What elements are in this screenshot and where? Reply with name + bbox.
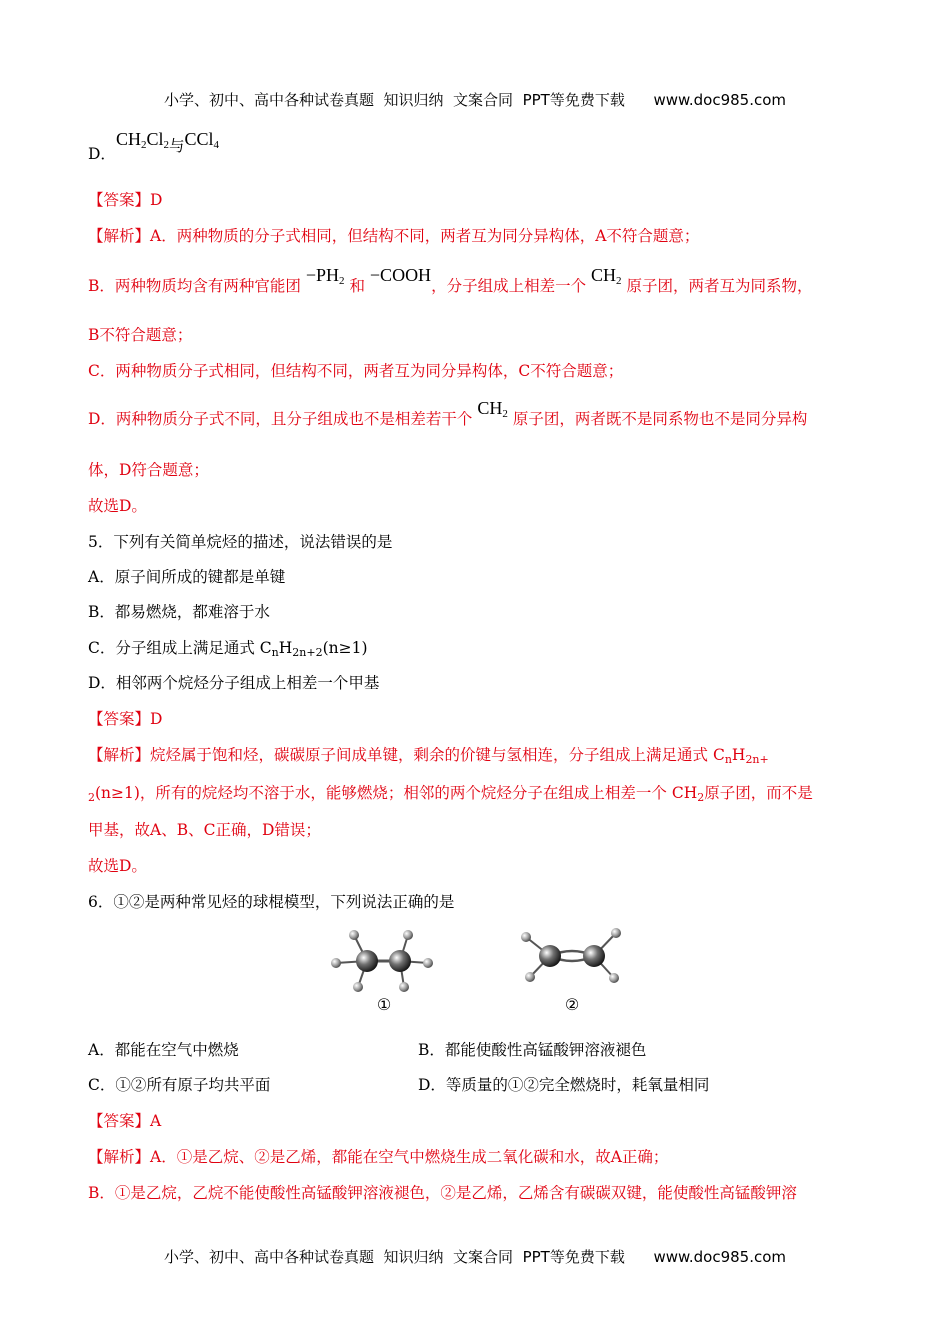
ethane-model (331, 930, 433, 992)
formula-ccl4: CCl$_4$ (184, 129, 219, 151)
connector-text: 与 (168, 137, 185, 155)
model-label-1: ① (376, 995, 392, 1014)
q5-option-b: B．都易燃烧，都难溶于水 (88, 603, 270, 621)
formula-ch2: $CH_2$ (591, 265, 622, 287)
q4-answer: 【答案】D (88, 191, 163, 209)
q6-answer: 【答案】A (88, 1112, 162, 1130)
model-label-2: ② (564, 995, 580, 1014)
formula-ch2: $CH_2$ (477, 398, 508, 420)
formula-ch2cl2: $CH_2Cl_2$ (115, 129, 169, 151)
page-header: 小学、初中、高中各种试卷真题 知识归纳 文案合同 PPT等免费下载 www.doc985.com (163, 91, 787, 109)
ethylene-model (521, 928, 621, 983)
q6-explanation-b: B．①是乙烷，乙烷不能使酸性高锰酸钾溶液褪色，②是乙烯，乙烯含有碳碳双键，能使酸性高锰酸钾溶 (88, 1184, 797, 1202)
q6-options-row-2 (88, 1073, 888, 1095)
q6-explanation-a: 【解析】A．①是乙烷、②是乙烯，都能在空气中燃烧生成二氧化碳和水，故A正确； (88, 1148, 669, 1166)
q5-explanation-1: 【解析】烷烃属于饱和烃，碳碳原子间成单键，剩余的价键与氢相连，分子组成上满足通式 $C_nH_{2n+}$ (88, 746, 769, 766)
q4-explanation-d: D．两种物质分子式不同，且分子组成也不是相差若干个 $CH_2$ 原子团，两者既不是同系物也不是同分异构 (88, 398, 808, 428)
ball-stick-models (320, 920, 650, 1020)
q4-explanation-b: B．两种物质均含有两种官能团 $-PH_2$ 和 −COOH，分子组成上相差一个 $CH_2$ 原子团，两者互为同系物， (88, 265, 813, 295)
q4-explanation-a: 【解析】A．两种物质的分子式相同，但结构不同，两者互为同分异构体，A不符合题意； (88, 227, 700, 245)
q4-option-d (88, 128, 219, 163)
q5-explanation-2: $_2$(n≥1)，所有的烷烃均不溶于水，能够燃烧；相邻的两个烷烃分子在组成上相差一个 $CH_2$原子团，而不是 (88, 784, 813, 804)
q5-explanation-3: 甲基，故A、B、C正确，D错误； (88, 821, 321, 839)
q6-stem: 6．①②是两种常见烃的球棍模型，下列说法正确的是 (88, 893, 455, 911)
option-label: D． (88, 145, 116, 163)
page-footer: 小学、初中、高中各种试卷真题 知识归纳 文案合同 PPT等免费下载 www.doc985.com (163, 1248, 787, 1266)
q5-option-a: A．原子间所成的键都是单键 (88, 568, 286, 586)
q6-option-a: A．都能在空气中燃烧 (88, 1041, 239, 1059)
q4-conclusion: 故选D。 (88, 497, 147, 515)
q4-explanation-c: C．两种物质分子式相同，但结构不同，两者互为同分异构体，C不符合题意； (88, 362, 624, 380)
q6-option-d: D．等质量的①②完全燃烧时，耗氧量相同 (418, 1076, 710, 1094)
q5-stem: 5．下列有关简单烷烃的描述，说法错误的是 (88, 533, 393, 551)
q4-explanation-b-cont: B不符合题意； (88, 326, 193, 344)
q6-options-row-1 (88, 1038, 888, 1060)
q6-option-c: C．①②所有原子均共平面 (88, 1076, 271, 1094)
q6-option-b: B．都能使酸性高锰酸钾溶液褪色 (418, 1041, 647, 1059)
formula-ph2: $-PH_2$ (305, 265, 345, 287)
q5-option-c: C．分子组成上满足通式 $C_nH_{2n+2}(n\ge 1)$ (88, 639, 368, 659)
formula-cooh: −COOH (369, 265, 432, 285)
q5-option-d: D．相邻两个烷烃分子组成上相差一个甲基 (88, 674, 380, 692)
q4-explanation-d-cont: 体，D符合题意； (88, 461, 209, 479)
q5-answer: 【答案】D (88, 710, 163, 728)
q5-conclusion: 故选D。 (88, 857, 147, 875)
